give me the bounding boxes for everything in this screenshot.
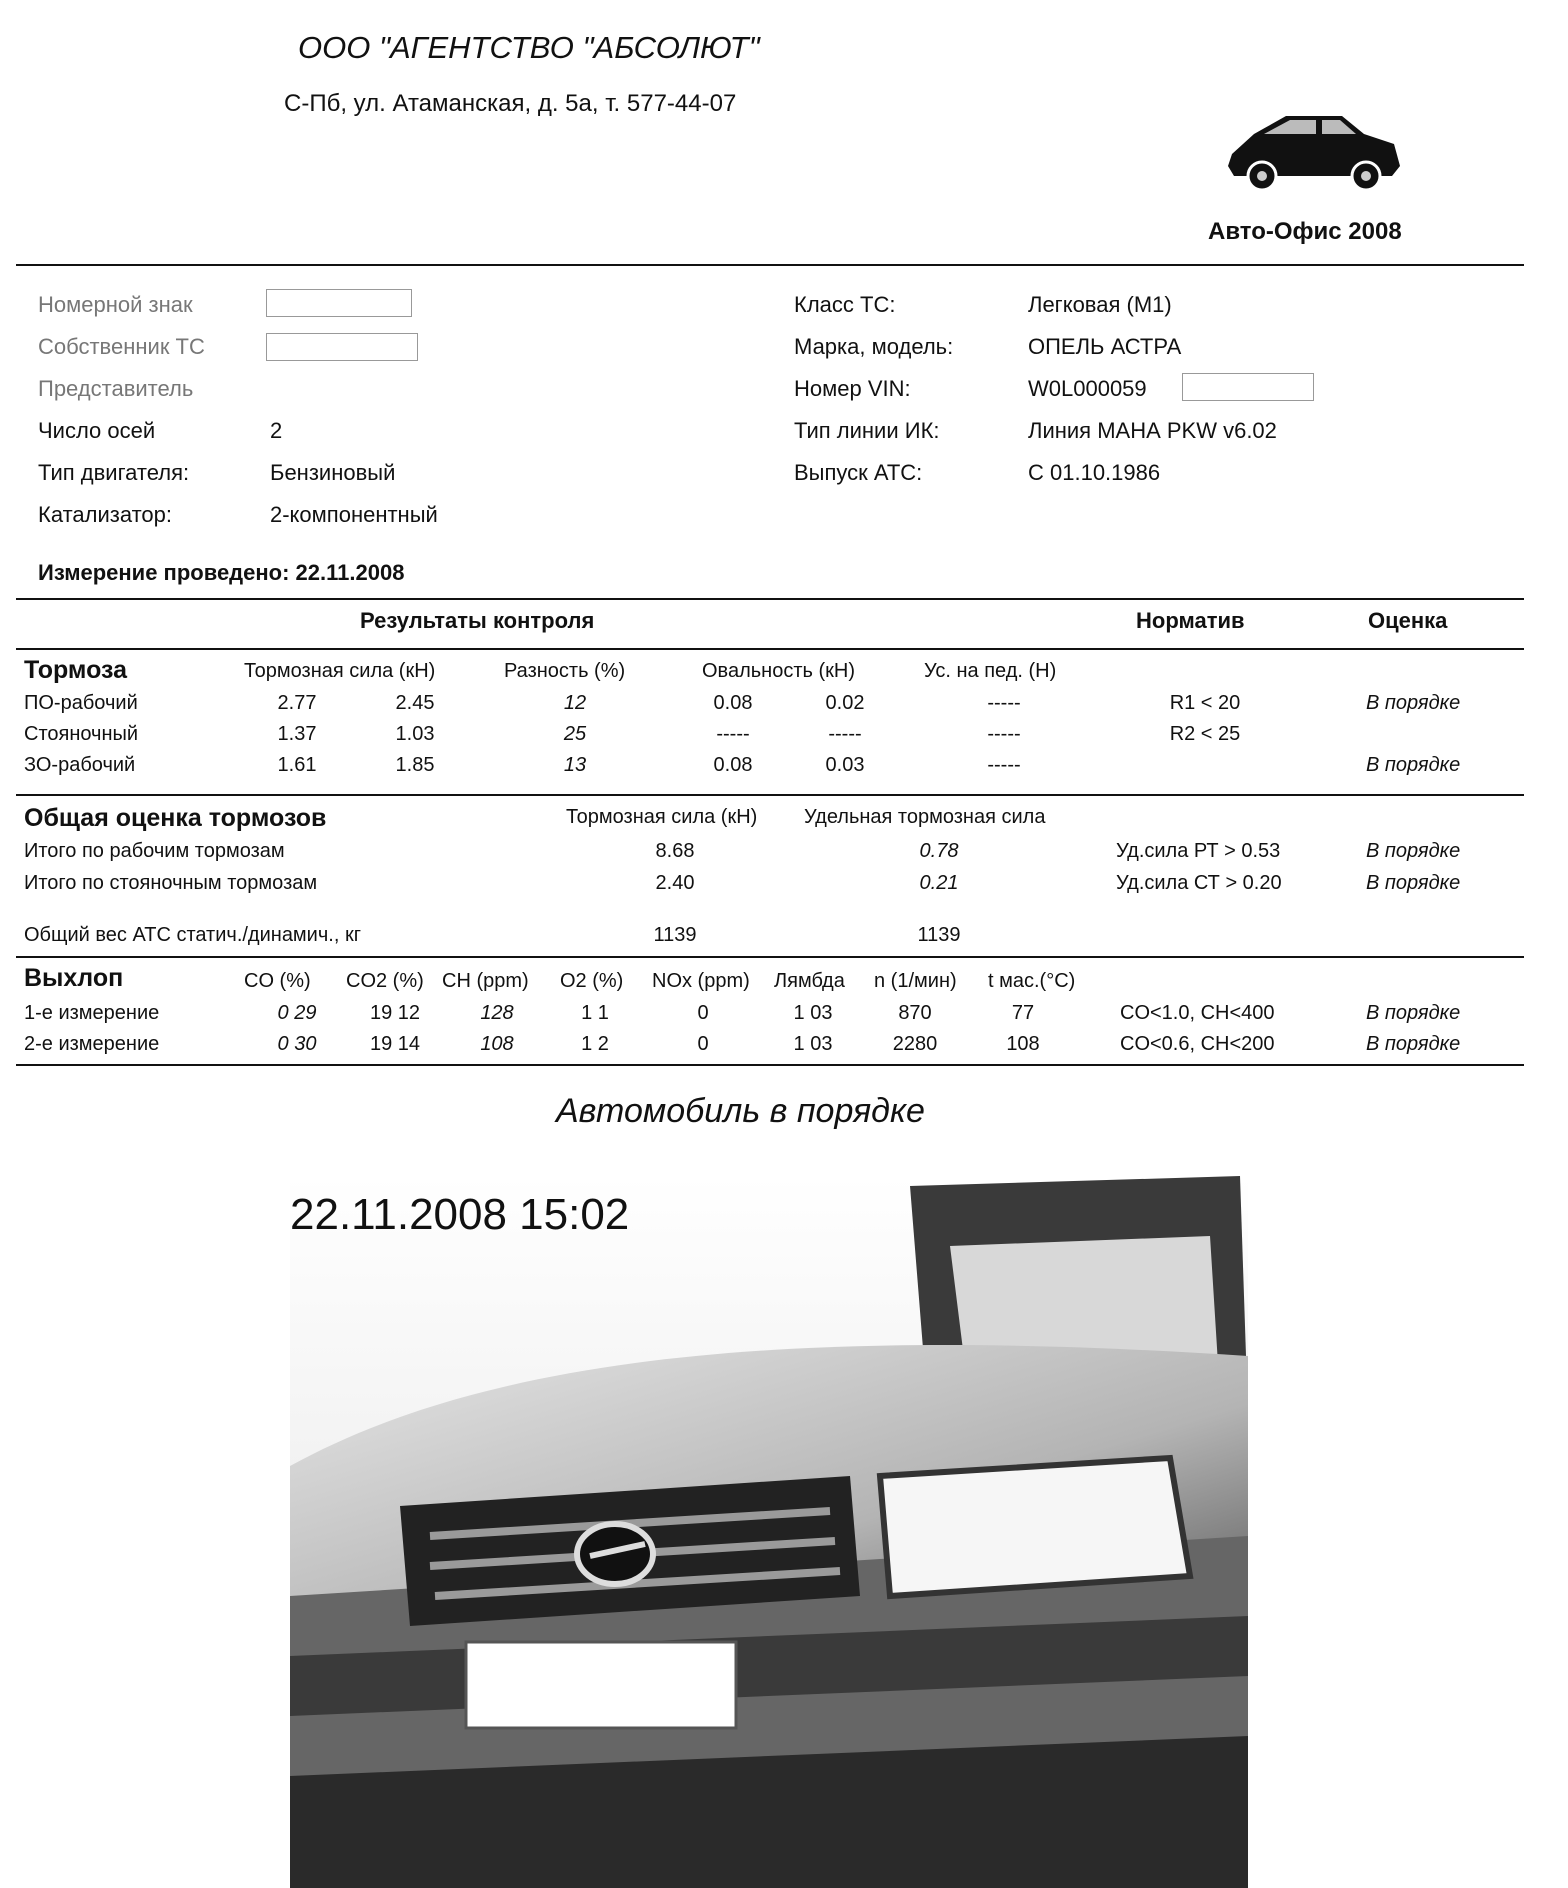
overall-norm: Уд.сила СТ > 0.20 <box>1116 872 1282 894</box>
brake-pedal-header: Ус. на пед. (Н) <box>924 660 1057 682</box>
brake-force-left: 2.77 <box>277 692 317 714</box>
brake-ovality-left: 0.08 <box>713 692 753 714</box>
axles-label: Число осей <box>38 418 156 443</box>
exhaust-o2: 1 1 <box>581 1002 609 1024</box>
exhaust-title: Выхлоп <box>24 964 124 992</box>
overall-force-header: Тормозная сила (кН) <box>566 806 758 828</box>
car-photo-image <box>290 1176 1248 1888</box>
results-header-rule <box>16 648 1524 650</box>
brake-norm: R1 < 20 <box>1169 692 1241 714</box>
brake-pedal-force: ----- <box>987 723 1021 745</box>
vehicle-photo <box>290 1176 1248 1888</box>
weight-static: 1139 <box>653 924 697 946</box>
brake-pedal-force: ----- <box>987 754 1021 776</box>
brake-row-name: Стояночный <box>24 723 139 745</box>
brake-oval-header: Овальность (кН) <box>702 660 855 682</box>
exhaust-header: n (1/мин) <box>874 970 957 992</box>
exhaust-ch: 108 <box>480 1033 514 1055</box>
line-label: Тип линии ИК: <box>794 418 940 443</box>
exhaust-n: 2280 <box>892 1033 938 1055</box>
exhaust-lambda: 1 03 <box>793 1033 833 1055</box>
overall-specific: 0.78 <box>919 840 959 862</box>
overall-title: Общая оценка тормозов <box>24 804 327 832</box>
measurement-date: Измерение проведено: 22.11.2008 <box>38 560 405 585</box>
brake-ovality-right: 0.02 <box>825 692 865 714</box>
model-label: Марка, модель: <box>794 334 954 359</box>
brake-pedal-force: ----- <box>987 692 1021 714</box>
brake-rating: В порядке <box>1366 692 1461 714</box>
brake-ovality-right: 0.03 <box>825 754 865 776</box>
catalyst-label: Катализатор: <box>38 502 173 527</box>
exhaust-lambda: 1 03 <box>793 1002 833 1024</box>
brakes-title: Тормоза <box>24 656 128 684</box>
representative-label: Представитель <box>38 376 194 401</box>
overall-rule <box>16 956 1524 958</box>
exhaust-header: t мас.(°С) <box>988 970 1076 992</box>
exhaust-co2: 19 12 <box>369 1002 421 1024</box>
axles-value: 2 <box>270 418 283 443</box>
vin-value: W0L000059 <box>1028 376 1147 401</box>
weight-dynamic: 1139 <box>917 924 961 946</box>
overall-rating: В порядке <box>1366 872 1461 894</box>
brake-force-right: 2.45 <box>395 692 435 714</box>
brake-force-left: 1.37 <box>277 723 317 745</box>
exhaust-norm: CO<0.6, CH<200 <box>1120 1033 1275 1055</box>
exhaust-t: 108 <box>1006 1033 1040 1055</box>
catalyst-value: 2-компонентный <box>270 502 438 527</box>
exhaust-co: 0 30 <box>277 1033 317 1055</box>
release-value: С 01.10.1986 <box>1028 460 1161 485</box>
exhaust-header: O2 (%) <box>560 970 624 992</box>
release-label: Выпуск АТС: <box>794 460 923 485</box>
brake-difference: 13 <box>563 754 587 776</box>
exhaust-nox: 0 <box>697 1002 709 1024</box>
overall-force: 2.40 <box>655 872 695 894</box>
weight-label: Общий вес АТС статич./динамич., кг <box>24 924 361 946</box>
exhaust-rating: В порядке <box>1366 1002 1461 1024</box>
brake-force-right: 1.85 <box>395 754 435 776</box>
brake-force-right: 1.03 <box>395 723 435 745</box>
vin-label: Номер VIN: <box>794 376 911 401</box>
owner-label: Собственник ТС <box>38 334 205 359</box>
header-divider <box>16 264 1524 266</box>
exhaust-header: CO (%) <box>244 970 311 992</box>
norm-header: Норматив <box>1136 608 1245 633</box>
exhaust-row-name: 2-е измерение <box>24 1033 160 1055</box>
verdict: Автомобиль в порядке <box>556 1092 925 1130</box>
overall-specific-header: Удельная тормозная сила <box>804 806 1046 828</box>
brand-label: Авто-Офис 2008 <box>1208 218 1402 245</box>
brake-row-name: ПО-рабочий <box>24 692 138 714</box>
vin-redacted <box>1182 373 1314 401</box>
brake-ovality-left: ----- <box>716 723 750 745</box>
exhaust-row-name: 1-е измерение <box>24 1002 160 1024</box>
exhaust-ch: 128 <box>480 1002 514 1024</box>
brake-rating: В порядке <box>1366 754 1461 776</box>
exhaust-header: CO2 (%) <box>346 970 424 992</box>
photo-timestamp: 22.11.2008 15:02 <box>290 1190 630 1239</box>
overall-row-name: Итого по рабочим тормозам <box>24 840 285 862</box>
rating-header: Оценка <box>1368 608 1448 633</box>
line-value: Линия МАНА PKW v6.02 <box>1028 418 1277 443</box>
exhaust-t: 77 <box>1011 1002 1035 1024</box>
brake-row-name: ЗО-рабочий <box>24 754 136 776</box>
plate-label: Номерной знак <box>38 292 193 317</box>
brake-force-header: Тормозная сила (кН) <box>244 660 436 682</box>
brake-diff-header: Разность (%) <box>504 660 626 682</box>
company-address: С-Пб, ул. Атаманская, д. 5а, т. 577-44-07 <box>284 90 737 117</box>
plate-redacted <box>266 289 412 317</box>
brakes-rule <box>16 794 1524 796</box>
engine-label: Тип двигателя: <box>38 460 190 485</box>
owner-redacted <box>266 333 418 361</box>
overall-norm: Уд.сила РТ > 0.53 <box>1116 840 1281 862</box>
exhaust-n: 870 <box>898 1002 932 1024</box>
brake-norm: R2 < 25 <box>1169 723 1241 745</box>
overall-row-name: Итого по стояночным тормозам <box>24 872 318 894</box>
exhaust-header: NOx (ppm) <box>652 970 750 992</box>
exhaust-co2: 19 14 <box>369 1033 421 1055</box>
brake-ovality-right: ----- <box>828 723 862 745</box>
exhaust-norm: CO<1.0, CH<400 <box>1120 1002 1275 1024</box>
results-title: Результаты контроля <box>360 608 595 633</box>
exhaust-co: 0 29 <box>277 1002 317 1024</box>
brake-difference: 12 <box>563 692 587 714</box>
brake-difference: 25 <box>563 723 587 745</box>
exhaust-header: CH (ppm) <box>442 970 529 992</box>
overall-force: 8.68 <box>655 840 695 862</box>
model-value: ОПЕЛЬ АСТРА <box>1028 334 1182 359</box>
exhaust-nox: 0 <box>697 1033 709 1055</box>
class-value: Легковая (М1) <box>1028 292 1172 317</box>
brake-ovality-left: 0.08 <box>713 754 753 776</box>
company-name: ООО "АГЕНТСТВО "АБСОЛЮТ" <box>298 30 760 65</box>
car-logo-icon <box>1224 104 1404 202</box>
exhaust-o2: 1 2 <box>581 1033 609 1055</box>
results-top-rule <box>16 598 1524 600</box>
exhaust-header: Лямбда <box>774 970 845 992</box>
overall-specific: 0.21 <box>919 872 959 894</box>
class-label: Класс ТС: <box>794 292 896 317</box>
exhaust-rating: В порядке <box>1366 1033 1461 1055</box>
brake-force-left: 1.61 <box>277 754 317 776</box>
exhaust-rule <box>16 1064 1524 1066</box>
engine-value: Бензиновый <box>270 460 396 485</box>
overall-rating: В порядке <box>1366 840 1461 862</box>
